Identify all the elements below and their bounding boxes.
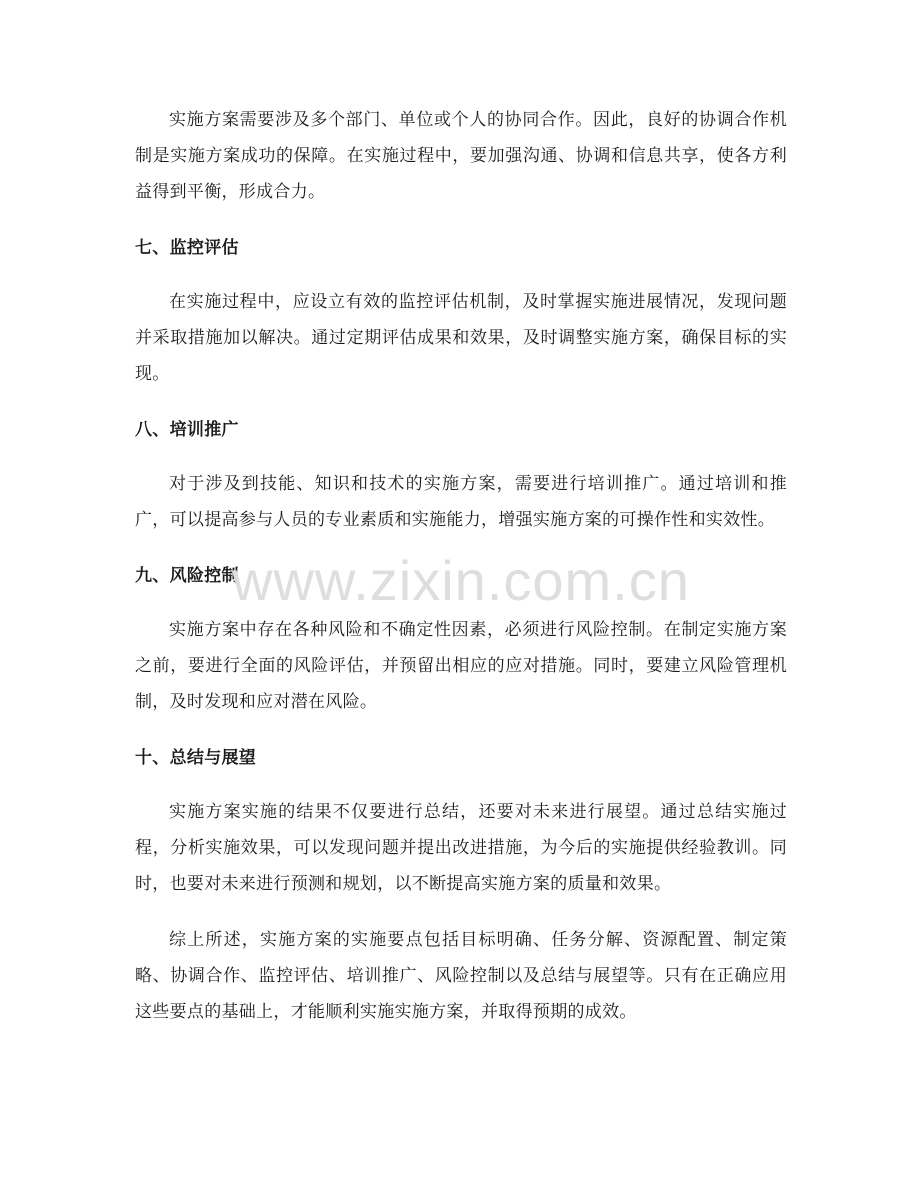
watermark-text: www.zixin.com.cn [232, 549, 690, 612]
paragraph-coordination: 实施方案需要涉及多个部门、单位或个人的协同合作。因此，良好的协调合作机制是实施方案成功的保障。在实施过程中，要加强沟通、协调和信息共享，使各方利益得到平衡，形成合力。 [135, 110, 787, 202]
spacer [135, 720, 787, 740]
spacer [135, 392, 787, 412]
heading-summary: 十、总结与展望 [135, 748, 257, 768]
spacer [135, 902, 787, 922]
heading-training: 八、培训推广 [135, 420, 239, 440]
spacer [135, 448, 787, 466]
paragraph-risk: 实施方案中存在各种风险和不确定性因素，必须进行风险控制。在制定实施方案之前，要进行全面的风险评估，并预留出相应的应对措施。同时，要建立风险管理机制，及时发现和应对潜在风险。 [135, 620, 787, 712]
heading-risk: 九、风险控制 [135, 566, 239, 586]
document-body [135, 102, 787, 1030]
spacer [135, 538, 787, 558]
paragraph-conclusion: 综上所述，实施方案的实施要点包括目标明确、任务分解、资源配置、制定策略、协调合作、监控评估、培训推广、风险控制以及总结与展望等。只有在正确应用这些要点的基础上，才能顺利实施实施方案，并取得预期的成效。 [135, 930, 787, 1022]
paragraph-training: 对于涉及到技能、知识和技术的实施方案，需要进行培训推广。通过培训和推广，可以提高参与人员的专业素质和实施能力，增强实施方案的可操作性和实效性。 [135, 474, 787, 530]
paragraph-monitoring: 在实施过程中，应设立有效的监控评估机制，及时掌握实施进展情况，发现问题并采取措施加以解决。通过定期评估成果和效果，及时调整实施方案，确保目标的实现。 [135, 292, 787, 384]
paragraph-summary: 实施方案实施的结果不仅要进行总结，还要对未来进行展望。通过总结实施过程，分析实施效果，可以发现问题并提出改进措施，为今后的实施提供经验教训。同时，也要对未来进行预测和规划，以不断提高实施方案的质量和效果。 [135, 802, 787, 894]
spacer [135, 776, 787, 794]
spacer [135, 594, 787, 612]
spacer [135, 266, 787, 284]
heading-monitoring: 七、监控评估 [135, 238, 239, 258]
spacer [135, 210, 787, 230]
